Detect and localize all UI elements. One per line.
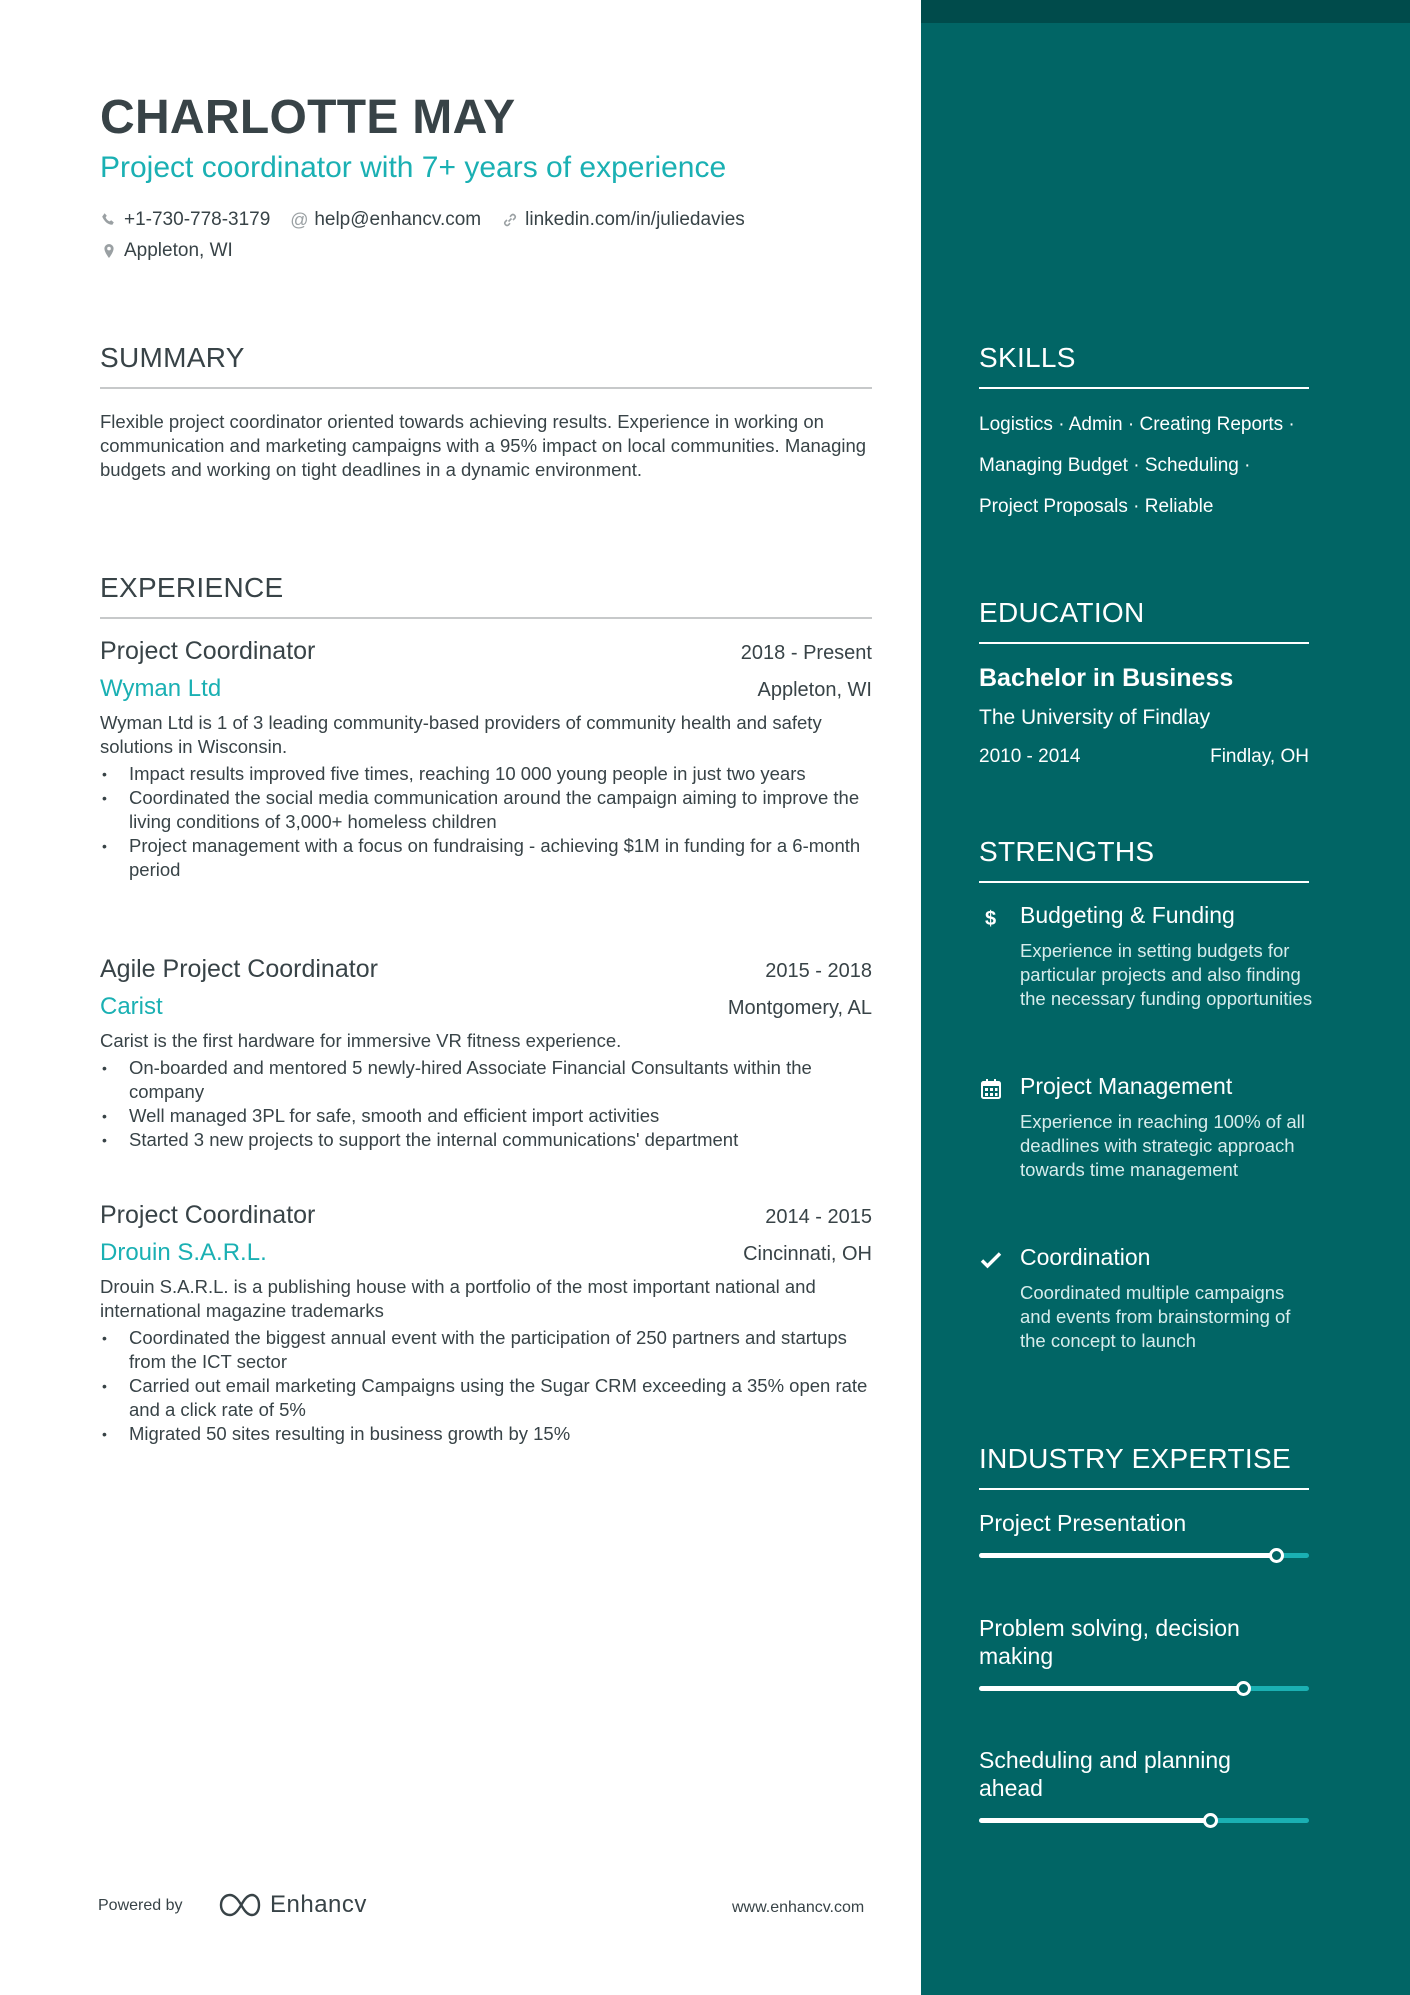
phone-text: +1-730-778-3179 bbox=[124, 209, 271, 230]
education-meta bbox=[979, 746, 1309, 768]
job-description: Drouin S.A.R.L. is a publishing house with a portfolio of the most important national and international magazine trademarks bbox=[100, 1276, 816, 1321]
enhancv-brand: Enhancv bbox=[270, 1891, 367, 1918]
education-degree: Bachelor in Business bbox=[979, 664, 1234, 692]
contact-info bbox=[100, 206, 880, 268]
job-bullets bbox=[100, 762, 872, 882]
job-location: Cincinnati, OH bbox=[743, 1243, 872, 1265]
strengths-heading: STRENGTHS bbox=[979, 836, 1155, 867]
expertise-label: Problem solving, decision making bbox=[979, 1615, 1240, 1669]
contact-email[interactable] bbox=[290, 209, 481, 231]
summary-heading: SUMMARY bbox=[100, 342, 245, 373]
industry-expertise-divider bbox=[979, 1488, 1309, 1490]
skills-list bbox=[979, 404, 1379, 527]
expertise-level-knob bbox=[1203, 1813, 1218, 1828]
education-dates: 2010 - 2014 bbox=[979, 746, 1081, 767]
job-location: Montgomery, AL bbox=[727, 997, 872, 1019]
job-dates: 2018 - Present bbox=[740, 642, 872, 664]
job-bullets bbox=[100, 1326, 872, 1446]
list-item: • Impact results improved five times, reaching 10 000 young people in just two years bbox=[102, 763, 806, 784]
job-entry bbox=[100, 637, 872, 882]
list-item: • Carried out email marketing Campaigns using the Sugar CRM exceeding a 35% open rate and a click rate of 5% bbox=[102, 1375, 868, 1420]
svg-text:$: $ bbox=[985, 908, 997, 929]
strength-title: Project Management bbox=[1020, 1073, 1233, 1099]
education-heading: EDUCATION bbox=[979, 597, 1145, 628]
expertise-item bbox=[979, 1614, 1309, 1670]
list-item: • Started 3 new projects to support the internal communications' department bbox=[102, 1129, 739, 1150]
expertise-level-knob bbox=[1269, 1548, 1284, 1563]
job-company: Drouin S.A.R.L. bbox=[100, 1239, 267, 1266]
job-title: Project Coordinator bbox=[100, 637, 316, 665]
contact-phone[interactable] bbox=[100, 209, 270, 231]
list-item: • Well managed 3PL for safe, smooth and efficient import activities bbox=[102, 1105, 660, 1126]
job-title: Project Coordinator bbox=[100, 1201, 316, 1229]
strength-description: Experience in setting budgets for particular projects and also finding the necessary funding opportunities bbox=[1020, 940, 1313, 1009]
expertise-item bbox=[979, 1509, 1309, 1537]
list-item: • On-boarded and mentored 5 newly-hired Associate Financial Consultants within the company bbox=[102, 1057, 812, 1102]
expertise-level-fill bbox=[979, 1818, 1210, 1823]
job-company: Carist bbox=[100, 993, 163, 1020]
summary-divider bbox=[100, 387, 872, 389]
linkedin-text: linkedin.com/in/juliedavies bbox=[525, 209, 745, 230]
job-description: Carist is the first hardware for immersive VR fitness experience. bbox=[100, 1030, 622, 1051]
link-icon bbox=[501, 211, 519, 229]
job-company: Wyman Ltd bbox=[100, 675, 222, 702]
skills-line: Logistics · Admin · Creating Reports · bbox=[979, 414, 1295, 435]
expertise-level-bar bbox=[979, 1686, 1309, 1691]
expertise-level-fill bbox=[979, 1686, 1243, 1691]
expertise-level-bar bbox=[979, 1818, 1309, 1823]
check-icon bbox=[979, 1248, 1003, 1272]
enhancv-logo[interactable] bbox=[216, 1890, 367, 1920]
candidate-name: CHARLOTTE MAY bbox=[100, 91, 516, 144]
list-item: • Project management with a focus on fundraising - achieving $1M in funding for a 6-month period bbox=[102, 835, 861, 880]
powered-by-label: Powered by bbox=[98, 1897, 183, 1914]
footer-website[interactable]: www.enhancv.com bbox=[732, 1899, 865, 1916]
job-bullets bbox=[100, 1056, 872, 1152]
strengths-divider bbox=[979, 881, 1309, 883]
dollar-icon bbox=[979, 906, 1003, 930]
education-school: The University of Findlay bbox=[979, 706, 1211, 729]
expertise-label: Project Presentation bbox=[979, 1510, 1187, 1536]
list-item: • Coordinated the biggest annual event with the participation of 250 partners and startups from the ICT sector bbox=[102, 1327, 847, 1372]
phone-icon bbox=[100, 211, 118, 229]
summary-text: Flexible project coordinator oriented towards achieving results. Experience in working on communication and marketing campaigns with a 95% impact on local communities. Managing budgets and working on tight deadlines in a dynamic environment. bbox=[100, 411, 867, 480]
skills-line: Managing Budget · Scheduling · bbox=[979, 455, 1251, 476]
job-dates: 2014 - 2015 bbox=[765, 1206, 872, 1228]
email-text: help@enhancv.com bbox=[314, 209, 482, 230]
job-entry bbox=[100, 1201, 872, 1446]
sidebar bbox=[921, 0, 1410, 1995]
job-location: Appleton, WI bbox=[757, 679, 872, 701]
expertise-level-bar bbox=[979, 1553, 1309, 1558]
industry-expertise-heading: INDUSTRY EXPERTISE bbox=[979, 1443, 1291, 1474]
expertise-label: Scheduling and planning ahead bbox=[979, 1747, 1231, 1801]
skills-divider bbox=[979, 387, 1309, 389]
skills-heading: SKILLS bbox=[979, 342, 1076, 373]
strength-description: Experience in reaching 100% of all deadlines with strategic approach towards time management bbox=[1020, 1111, 1305, 1180]
experience-divider bbox=[100, 617, 872, 619]
location-pin-icon bbox=[100, 242, 118, 260]
enhancv-logo-icon bbox=[216, 1890, 266, 1920]
job-dates: 2015 - 2018 bbox=[765, 960, 872, 982]
education-location: Findlay, OH bbox=[1210, 746, 1309, 767]
expertise-item bbox=[979, 1746, 1309, 1802]
education-divider bbox=[979, 642, 1309, 644]
strength-title: Budgeting & Funding bbox=[1020, 902, 1235, 928]
sidebar-top-band bbox=[921, 0, 1410, 23]
job-description: Wyman Ltd is 1 of 3 leading community-based providers of community health and safety solutions in Wisconsin. bbox=[100, 712, 822, 757]
contact-linkedin[interactable] bbox=[501, 209, 745, 231]
strength-title: Coordination bbox=[1020, 1244, 1151, 1270]
expertise-level-fill bbox=[979, 1553, 1276, 1558]
strength-description: Coordinated multiple campaigns and events from brainstorming of the concept to launch bbox=[1020, 1282, 1291, 1351]
candidate-tagline: Project coordinator with 7+ years of experience bbox=[100, 151, 727, 184]
skills-line: Project Proposals · Reliable bbox=[979, 496, 1214, 517]
contact-location bbox=[100, 240, 233, 262]
job-title: Agile Project Coordinator bbox=[100, 955, 378, 983]
experience-heading: EXPERIENCE bbox=[100, 572, 284, 603]
calendar-icon bbox=[979, 1077, 1003, 1101]
list-item: • Migrated 50 sites resulting in business growth by 15% bbox=[102, 1423, 571, 1444]
list-item: • Coordinated the social media communication around the campaign aiming to improve the living conditions of 3,000+ homeless children bbox=[102, 787, 860, 832]
location-text: Appleton, WI bbox=[124, 240, 233, 261]
at-icon: @ bbox=[290, 209, 309, 230]
job-entry bbox=[100, 955, 872, 1152]
expertise-level-knob bbox=[1236, 1681, 1251, 1696]
